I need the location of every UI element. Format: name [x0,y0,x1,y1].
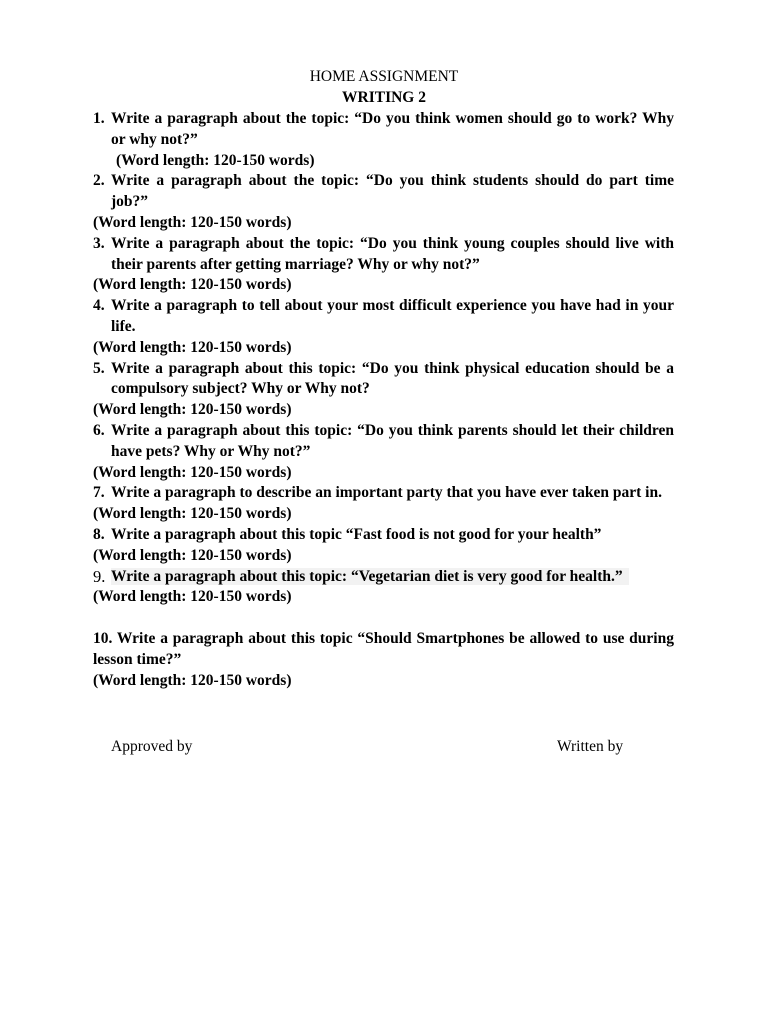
item-number: 9. [93,566,106,586]
item-number: 1. [93,110,105,127]
word-length-6: (Word length: 120-150 words) [93,463,292,481]
assignment-item-3 [93,234,674,276]
word-length-10: (Word length: 120-150 words) [93,671,292,689]
assignment-list [93,109,674,691]
item-number: 7. [93,484,105,502]
approved-by-label: Approved by [111,738,193,755]
written-by-label: Written by [557,738,624,755]
word-length-1: (Word length: 120-150 words) [116,151,315,169]
assignment-item-2 [93,171,674,213]
item-text: Write a paragraph to tell about your most difficult experience you have had in your life. [111,297,674,335]
item-number: 5. [93,359,105,377]
item-number: 4. [93,297,105,315]
item-text: Write a paragraph about this topic: “Do you think physical education should be a compulsory subject? Why or Why not? [111,359,674,398]
assignment-item-5 [93,359,674,401]
assignment-item-7 [93,483,674,504]
assignment-item-9 [93,567,674,588]
item-text: Write a paragraph about the topic: “Do you think young couples should live with their parents after getting marriage? Why or why not?” [111,234,674,273]
spacer [93,608,674,629]
document-subtitle: WRITING 2 [342,89,426,106]
word-length-5: (Word length: 120-150 words) [93,401,292,419]
item-text: Write a paragraph to describe an important party that you have ever taken part in. [111,484,662,502]
assignment-item-4 [93,296,674,338]
item-text: Write a paragraph about this topic “Fast food is not good for your health” [111,525,602,543]
assignment-item-1 [93,109,674,151]
assignment-item-8 [93,525,674,546]
item-number: 10. [93,629,117,647]
item-text: Write a paragraph about the topic: “Do you think women should go to work? Why or why not?” [111,110,674,148]
word-length-4: (Word length: 120-150 words) [93,338,292,356]
item-text: Write a paragraph about this topic: “Do you think parents should let their children have pets? Why or Why not?” [111,421,674,460]
item-text: Write a paragraph about the topic: “Do you think students should do part time job?” [111,172,674,211]
item-text: Write a paragraph about this topic “Should Smartphones be allowed to use during lesson time?” [93,629,674,668]
word-length-8: (Word length: 120-150 words) [93,546,292,564]
item-number: 6. [93,421,105,439]
item-number: 3. [93,234,105,252]
word-length-3: (Word length: 120-150 words) [93,276,292,294]
assignment-item-10 [93,629,674,671]
word-length-2: (Word length: 120-150 words) [93,213,292,231]
word-length-7: (Word length: 120-150 words) [93,505,292,523]
item-text: Write a paragraph about this topic: “Vegetarian diet is very good for health.” [111,568,629,585]
item-number: 8. [93,525,105,543]
document-title: HOME ASSIGNMENT [309,68,459,85]
word-length-9: (Word length: 120-150 words) [93,588,292,606]
assignment-item-6 [93,421,674,463]
item-number: 2. [93,172,105,190]
